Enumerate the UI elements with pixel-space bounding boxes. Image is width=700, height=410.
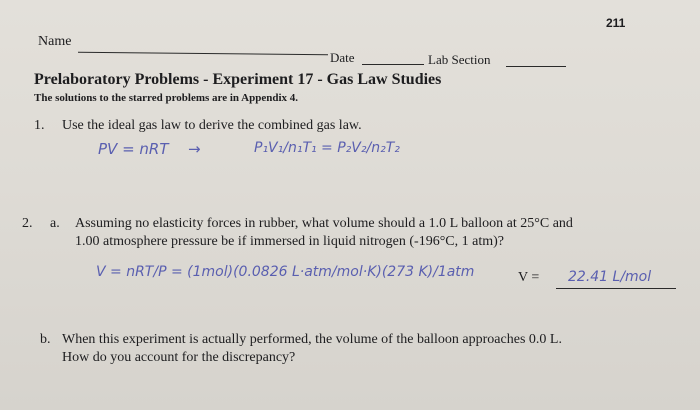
handwritten-volume-calculation: V = nRT/P = (1mol)(0.0826 L·atm/mol·K)(273 K)/1atm	[96, 264, 475, 280]
page-subtitle: The solutions to the starred problems are in Appendix 4.	[34, 92, 299, 104]
question-2a-letter: a.	[50, 216, 60, 231]
handwritten-volume-result: 22.41 L/mol	[568, 269, 652, 285]
question-1-number: 1.	[34, 118, 45, 133]
lab-section-label: Lab Section	[428, 52, 491, 67]
question-2b-letter: b.	[40, 332, 51, 347]
handwritten-arrow: →	[188, 140, 201, 158]
volume-equals-label: V =	[518, 270, 540, 285]
lab-section-underline	[506, 66, 566, 67]
question-1-text: Use the ideal gas law to derive the combined gas law.	[62, 118, 362, 133]
question-2a-text-line-2: 1.00 atmosphere pressure be if immersed in liquid nitrogen (-196°C, 1 atm)?	[75, 234, 504, 249]
name-underline	[78, 52, 328, 56]
question-2b-text-line-1: When this experiment is actually performed, the volume of the balloon approaches 0.0 L.	[62, 332, 562, 347]
date-underline	[362, 64, 424, 65]
question-2-number: 2.	[22, 216, 33, 231]
question-2b-text-line-2: How do you account for the discrepancy?	[62, 350, 296, 365]
volume-answer-underline	[556, 288, 676, 289]
name-label: Name	[38, 34, 72, 49]
page-title: Prelaboratory Problems - Experiment 17 - Gas Law Studies	[34, 71, 442, 88]
date-label: Date	[330, 50, 355, 65]
page-number: 211	[606, 16, 626, 30]
handwritten-combined-gas-law: P₁V₁/n₁T₁ = P₂V₂/n₂T₂	[254, 140, 400, 156]
handwritten-ideal-gas-law: PV = nRT	[98, 140, 169, 158]
question-2a-text-line-1: Assuming no elasticity forces in rubber, what volume should a 1.0 L balloon at 25°C and	[75, 216, 573, 231]
